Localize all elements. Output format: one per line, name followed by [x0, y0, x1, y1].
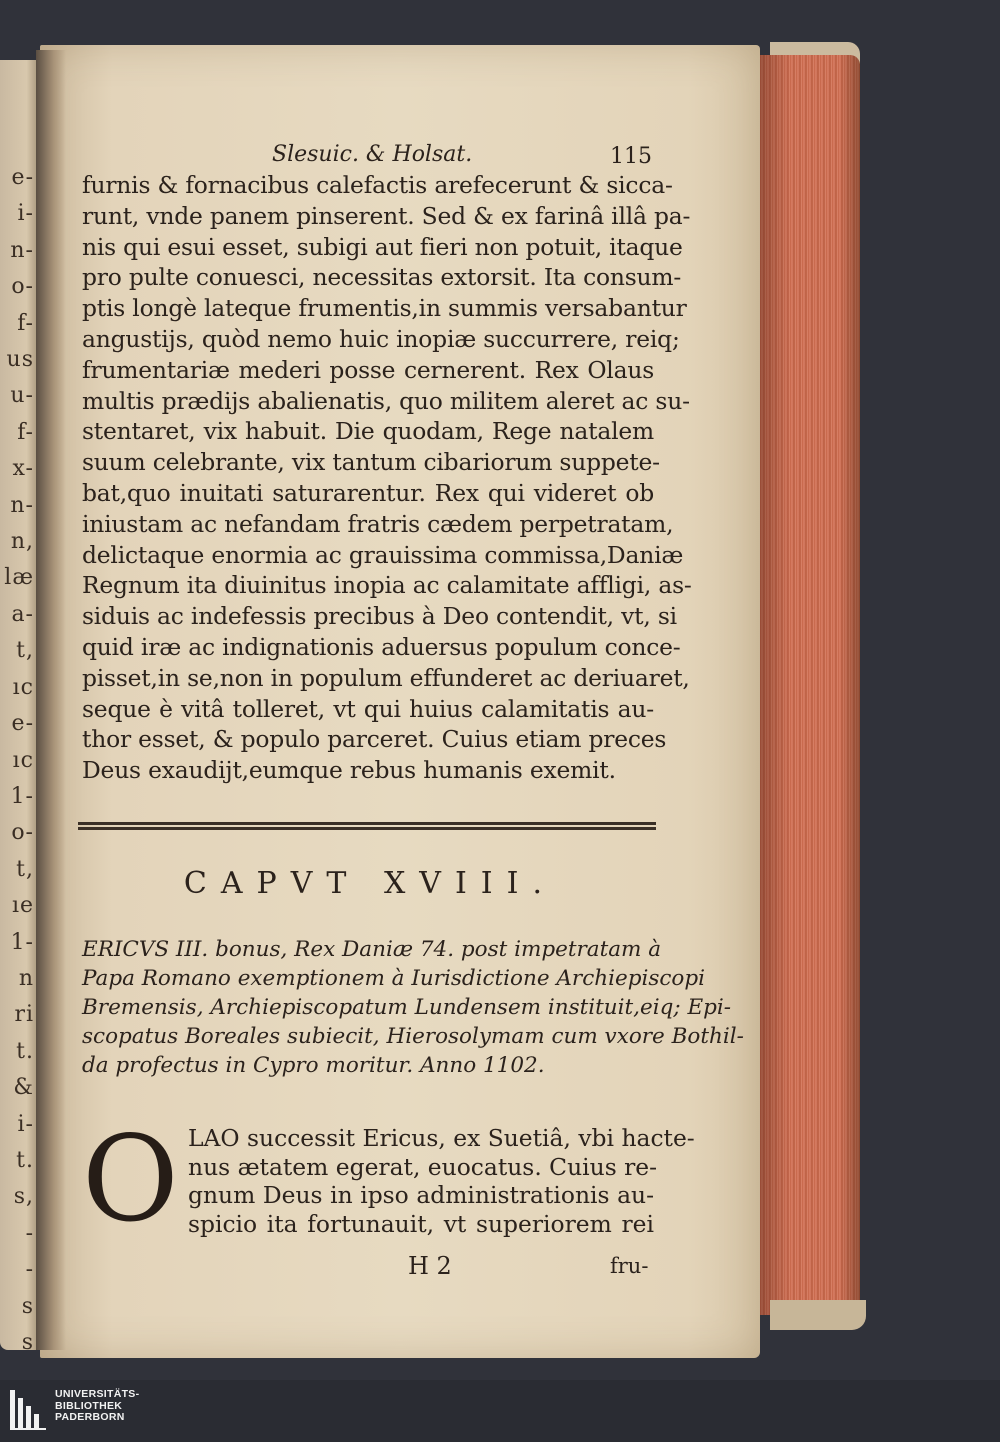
signature-mark: H 2 — [408, 1252, 452, 1280]
summary-line: da profectus in Cypro moritur. Anno 1102. — [82, 1053, 545, 1078]
opening-paragraph — [188, 1124, 695, 1238]
text-line: seque è vitâ tolleret, vt qui huius calamitatis au- — [82, 694, 654, 723]
summary-line: scopatus Boreales subiecit, Hierosolymam cum vxore Bothil- — [82, 1024, 744, 1049]
summary-line: Papa Romano exemptionem à Iurisdictione Archiepiscopi — [82, 966, 705, 991]
running-head — [82, 140, 654, 176]
left-page-fragment: i- — [17, 201, 34, 227]
left-page-fragment: læ — [4, 565, 34, 591]
text-line: angustijs, quòd nemo huic inopiæ succurrere, reiq; — [82, 324, 680, 353]
left-page-fragment: u- — [10, 383, 34, 409]
text-line: pro pulte conuesci, necessitas extorsit. Ita consum- — [82, 263, 682, 292]
text-line: delictaque enormia ac grauissima commissa,Daniæ — [82, 540, 684, 569]
library-name-line: PADERBORN — [55, 1411, 125, 1423]
text-line: multis prædijs abalienatis, quo militem aleret ac su- — [82, 386, 690, 415]
library-footer-bar — [0, 1380, 1000, 1442]
page-number: 115 — [610, 144, 652, 169]
left-page-fragment: e- — [11, 711, 34, 737]
chapter-summary — [82, 935, 744, 1080]
left-page-fragment: ıc — [12, 747, 34, 773]
opening-line: LAO successit Ericus, ex Suetiâ, vbi hacte- — [188, 1124, 695, 1152]
left-page-text-fragments — [0, 60, 38, 1350]
opening-line: gnum Deus in ipso administrationis au- — [188, 1181, 654, 1210]
page-edges-shading — [760, 55, 860, 1315]
library-name-line: BIBLIOTHEK — [55, 1399, 123, 1412]
text-line: nis qui esui esset, subigi aut fieri non potuit, itaque — [82, 232, 683, 261]
left-page-fragment: & — [13, 1075, 34, 1101]
library-name — [55, 1389, 139, 1424]
gutter-shadow — [36, 50, 66, 1350]
text-line: thor esset, & populo parceret. Cuius etiam preces — [82, 725, 667, 754]
left-page-fragment: us — [6, 347, 34, 373]
left-page-fragment: x- — [12, 456, 34, 482]
text-line: siduis ac indefessis precibus à Deo contendit, vt, si — [82, 602, 677, 631]
left-page-fragment: t. — [16, 1147, 34, 1173]
text-line: iniustam ac nefandam fratris cædem perpetratam, — [82, 509, 674, 538]
text-line: quid iræ ac indignationis aduersus populum conce- — [82, 632, 681, 661]
left-page-fragment: t, — [16, 638, 34, 664]
text-line: furnis & fornacibus calefactis arefecerunt & sicca- — [82, 171, 673, 199]
chapter-divider-rule — [78, 822, 656, 830]
left-page-fragment: ıc — [12, 674, 34, 700]
catchword: fru- — [610, 1254, 649, 1278]
left-page-fragment: s, — [13, 1184, 34, 1210]
left-page-fragment: f- — [17, 419, 34, 445]
left-page-fragment: e- — [11, 165, 34, 190]
summary-line: ERICVS III. bonus, Rex Daniæ 74. post impetratam à — [82, 937, 662, 962]
left-page-fragment: n- — [10, 492, 34, 518]
text-line: Deus exaudijt,eumque rebus humanis exemit. — [82, 756, 616, 785]
left-page-fragment: ri — [14, 1002, 34, 1028]
summary-line: Bremensis, Archiepiscopatum Lundensem instituit,eiq; Epi- — [82, 995, 732, 1020]
chapter-heading: CAPVT XVIII. — [183, 866, 557, 901]
left-page-fragment: s — [21, 1330, 34, 1350]
left-facing-page — [0, 60, 38, 1350]
opening-line: spicio ita fortunauit, vt superiorem rei — [188, 1209, 654, 1238]
left-page-fragment: 1- — [10, 929, 34, 955]
left-page-fragment: ıe — [11, 893, 34, 919]
text-line: ptis longè lateque frumentis,in summis versabantur — [82, 294, 687, 323]
text-line: pisset,in se,non in populum effunderet ac deriuaret, — [82, 663, 690, 692]
drop-cap: O — [82, 1110, 179, 1248]
left-page-fragment: i- — [17, 1111, 34, 1137]
library-logo-icon — [8, 1388, 48, 1432]
left-page-fragment: t. — [16, 1038, 34, 1064]
left-page-fragment: - — [25, 1257, 34, 1283]
text-line: runt, vnde panem pinserent. Sed & ex farinâ illâ pa- — [82, 201, 691, 230]
left-page-fragment: 1- — [10, 783, 34, 809]
left-page-fragment: o- — [11, 274, 34, 300]
left-page-fragment: n, — [10, 529, 34, 555]
body-paragraph — [82, 170, 692, 786]
left-page-fragment: o- — [11, 820, 34, 846]
left-page-fragment: - — [25, 1220, 34, 1246]
left-page-fragment: t, — [16, 856, 34, 882]
text-line: Regnum ita diuinitus inopia ac calamitate affligi, as- — [82, 571, 692, 600]
library-name-line: UNIVERSITÄTS- — [55, 1388, 140, 1400]
left-page-fragment: n — [18, 965, 34, 991]
text-line: frumentariæ mederi posse cernerent. Rex Olaus — [82, 355, 654, 384]
opening-line: nus ætatem egerat, euocatus. Cuius re- — [188, 1152, 658, 1181]
text-line: suum celebrante, vix tantum cibariorum suppete- — [82, 448, 660, 477]
left-page-fragment: s — [21, 1293, 34, 1319]
left-page-fragment: f- — [17, 310, 34, 336]
left-page-fragment: n- — [10, 237, 34, 263]
text-line: stentaret, vix habuit. Die quodam, Rege natalem — [82, 417, 654, 446]
page-edge-bottom — [770, 1300, 866, 1330]
text-line: bat,quo inuitati saturarentur. Rex qui videret ob — [82, 478, 654, 507]
running-head-title: Slesuic. & Holsat. — [272, 142, 473, 167]
main-text-block — [82, 140, 692, 786]
left-page-fragment: a- — [11, 601, 34, 627]
